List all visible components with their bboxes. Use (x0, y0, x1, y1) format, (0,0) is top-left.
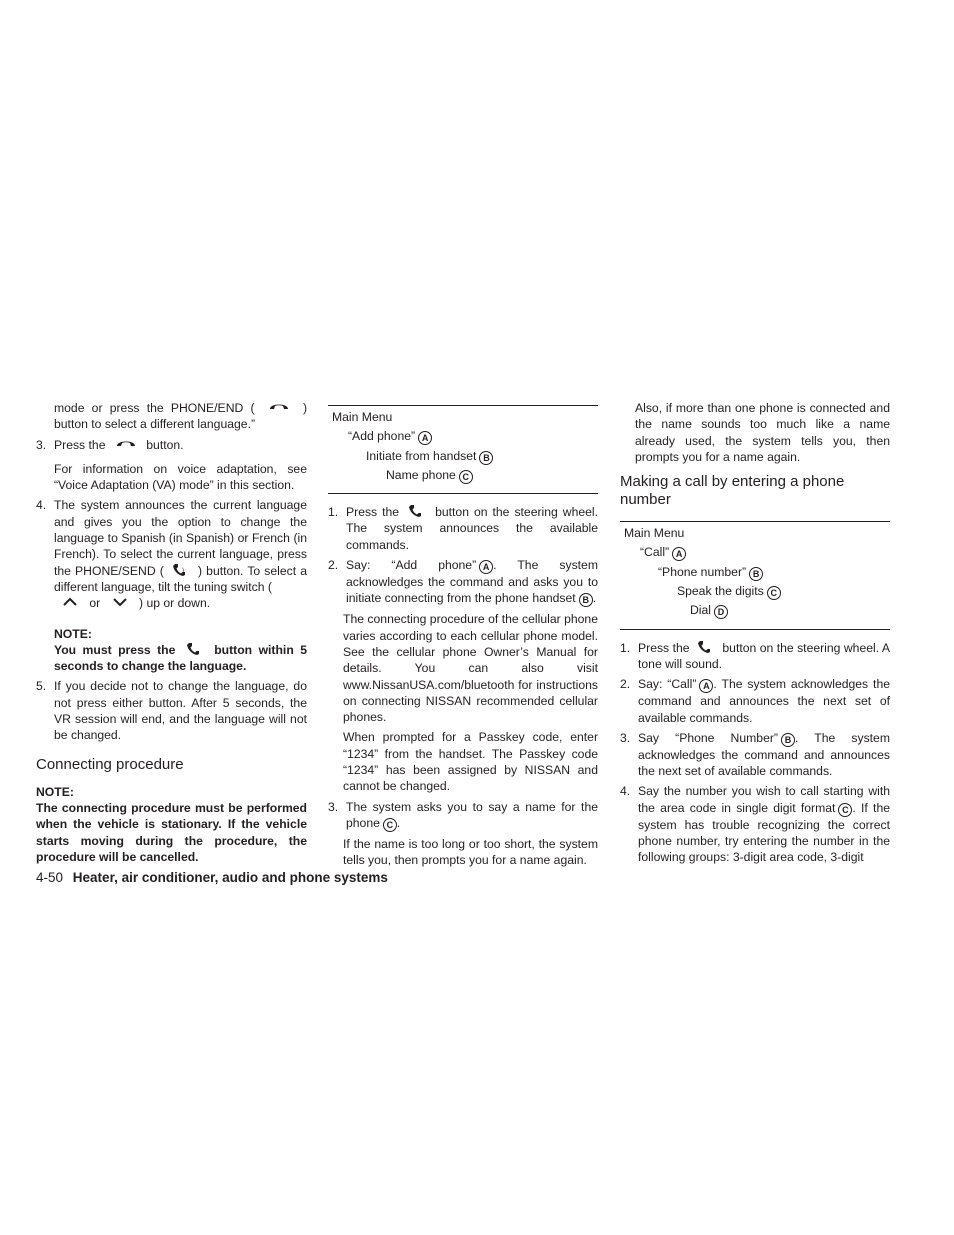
column-3 (620, 400, 890, 866)
paragraph-language-mode: mode or press the PHONE/END ( ) button to select a different language.” (54, 401, 308, 432)
phone-send-icon (697, 640, 715, 654)
menu-tree-call: Main Menu “Call” A “Phone number” B Speak the digits C Dial D (620, 521, 890, 629)
phone-send-icon (172, 563, 190, 577)
section-title: Heater, air conditioner, audio and phone systems (72, 870, 388, 885)
page-number: 4-50 (36, 870, 64, 885)
menu-tree-add-phone: Main Menu “Add phone” A Initiate from handset B Name phone C (328, 405, 598, 494)
paragraph-name-similar: Also, if more than one phone is connected and the name sounds too much like a name already used, the system tells you, then prompts you for a name again. (635, 401, 890, 464)
phone-send-icon (408, 504, 426, 518)
phone-send-icon (186, 642, 204, 656)
list-item-3: 3. The system asks you to say a name for the phone C . (328, 799, 598, 830)
column-1: mode or press the PHONE/END ( ) button to select a different language.” 3. Press the button. For information on voice adaptation, see “Voice Adaptation (VA) mode” in this section. 4. The system announces the current language and gives you the option to change the language to Spanish (in Spanish) or French (in French). To select the current language, press the PHONE/SEND ( ) ) button. To select a different language, tilt the tuning switch ( or ) up or down. NOTE: You must press the button within 5 seconds to change the language. 5. If you decide not to change the language, do not press either button. After 5 seconds, the VR session will end, and the language will not be changed. Connecting procedure NOTE: The connecting procedure must be performed when the vehicle is stationary. If the vehicle starts moving during the procedure, the procedure will be cancelled. (36, 401, 308, 864)
paragraph-passkey: When prompted for a Passkey code, enter “1234” from the handset. The Passkey code “1234” has been assigned by NISSAN and cannot be changed. (343, 730, 598, 794)
list-item-3: 3. Say “Phone Number” B . The system acknowledges the command and announces the next set of available commands. (620, 730, 890, 779)
note-text: You must press the button within 5 seconds to change the language. (54, 642, 307, 674)
list-item-2: 2. Say: “Call” A . The system acknowledges the command and announces the next set of available commands. (620, 677, 890, 725)
chevron-down-icon (112, 597, 128, 607)
chevron-up-icon (62, 597, 78, 607)
page-footer (36, 870, 388, 885)
section-heading-making-call: Making a call by entering a phone number (620, 473, 845, 509)
phone-end-icon (268, 400, 290, 412)
svg-text:): ) (181, 567, 184, 574)
list-item-1: 1. Press the button on the steering wheel. The system announces the available commands. (328, 505, 599, 552)
list-item-1: 1. Press the button on the steering wheel. A tone will sound. (620, 640, 890, 671)
phone-end-icon (115, 437, 137, 449)
list-item-3: 3. Press the button. (36, 437, 184, 452)
list-item-5: 5. If you decide not to change the language, do not press either button. After 5 seconds, the VR session will end, and the language will not be changed. (36, 679, 307, 743)
paragraph-name-length: If the name is too long or too short, the system tells you, then prompts you for a name again. (343, 836, 598, 868)
section-heading-connecting: Connecting procedure (36, 755, 184, 773)
paragraph-voice-adaptation: For information on voice adaptation, see “Voice Adaptation (VA) mode” in this section. (54, 461, 307, 493)
note-connecting: The connecting procedure must be performed when the vehicle is stationary. If the vehicle starts moving during the procedure, the procedure will be cancelled. (36, 800, 307, 864)
paragraph-connecting-varies: The connecting procedure of the cellular phone varies according to each cellular phone model. See the cellular phone Owner’s Manual for details. You can also visit www.NissanUSA.com/bluetooth for instructions on connecting NISSAN recommended cellular phones. (343, 612, 598, 725)
note-block: NOTE: You must press the button within 5 seconds to change the language. (54, 626, 307, 674)
list-item-4: 4. Say the number you wish to call starting with the area code in single digit format C . If the system has trouble recognizing the correct phone number, try entering the number in the following groups: 3-digit area code, 3-digit (620, 784, 890, 865)
column-2 (328, 405, 598, 869)
list-item-2: 2. Say: “Add phone” A . The system acknowledges the command and asks you to initiate connecting from the phone handset B . (328, 558, 598, 606)
list-item-4: 4. The system announces the current language and gives you the option to change the language to Spanish (in Spanish) or French (in French). To select the current language, press the PHONE/SEND ( ) ) button. To select a different language, tilt the tuning switch ( or ) up or down. (36, 498, 308, 611)
